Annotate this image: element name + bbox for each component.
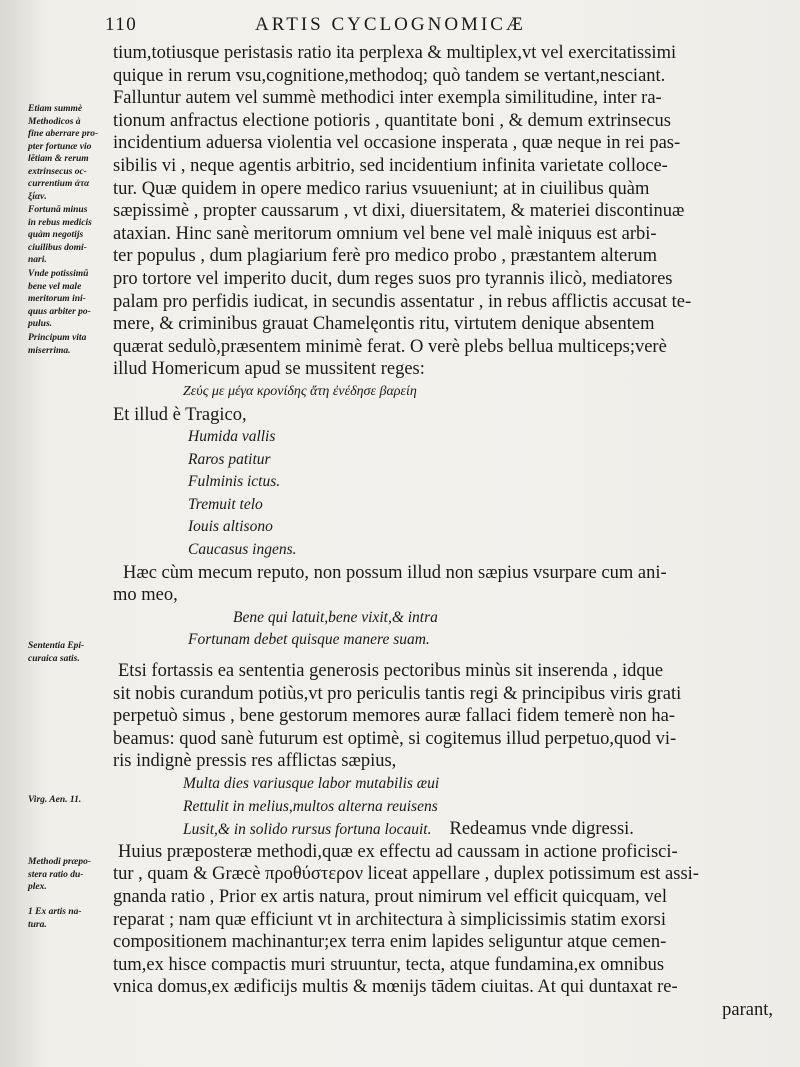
margin-line: Sententia Epi- xyxy=(28,641,85,651)
page-number: 110 xyxy=(105,14,138,35)
verse-text: Lusit,& in solido rursus fortuna locauit. xyxy=(183,821,432,839)
margin-line: Principum vita xyxy=(28,333,87,343)
text-line: tum,ex hisce compactis muri struuntur, tecta, atque fundamina,ex omnibus xyxy=(113,954,665,975)
spacer xyxy=(113,652,773,660)
text-line: palam pro perfidis iudicat, in secundis assentatur , in rebus afflictis accusat te- xyxy=(113,291,692,312)
verse-line xyxy=(113,818,773,841)
verse-line: Caucasus ingens. xyxy=(188,541,297,559)
verse-line: Iouis altisono xyxy=(188,518,273,536)
text-line: compositionem machinantur;ex terra enim lapides seliguntur atque cemen- xyxy=(113,932,667,953)
margin-line: Methodi præpo- xyxy=(28,857,92,867)
verse-line: Tremuit telo xyxy=(188,495,263,513)
margin-line: meritorum ini- xyxy=(28,294,86,304)
text-line: gnanda ratio , Prior ex artis natura, prout nimirum vel efficit quicquam, vel xyxy=(113,886,667,907)
margin-note-7 xyxy=(28,856,106,894)
catchword: parant, xyxy=(722,999,773,1020)
margin-note-6 xyxy=(28,794,106,807)
text-line: Huius præposteræ methodi,quæ ex effectu ad caussam in actione proficisci- xyxy=(118,841,678,862)
text-line: ataxian. Hinc sanè meritorum omnium vel bene vel malè iniquus est arbi- xyxy=(113,223,657,244)
text-line: ter populus , dum plagiarium ferè pro medico probo , præstantem alterum xyxy=(113,246,658,267)
verse-line: Fortunam debet quisque manere suam. xyxy=(188,631,430,649)
tragic-verses xyxy=(113,426,773,562)
margin-line: 1 Ex artis na- xyxy=(28,907,82,917)
text-line: pro tortore vel imperito ducit, dum reges suos pro tyrannis ilicò, mediatores xyxy=(113,268,673,289)
margin-line: quus arbiter po- xyxy=(28,306,91,317)
text-line: ris indignè pressis res afflictas sæpius, xyxy=(113,751,397,772)
margin-line: quàm negotijs xyxy=(28,230,84,240)
text-line: illud Homericum apud se mussitent reges: xyxy=(113,359,425,380)
text-line: perpetuò simus , bene gestorum memores auræ fallaci fidem temerè non ha- xyxy=(113,706,676,727)
paragraph-4 xyxy=(113,841,773,999)
margin-line: nari. xyxy=(28,255,47,265)
margin-line: Virg. Aen. 11. xyxy=(28,795,82,805)
text-line: quærat sedulò,præsentem minimè ferat. O verè plebs bellua multiceps;verè xyxy=(113,336,667,357)
margin-line: Etiam summè xyxy=(28,104,83,114)
margin-line: miserrima. xyxy=(28,345,71,356)
margin-line: plex. xyxy=(28,882,47,892)
text-line: incidentium aduersa violentia vel occasione insperata , quæ neque in rei pas- xyxy=(113,133,681,154)
margin-note-1 xyxy=(28,103,106,203)
digression-note: Redeamus vnde digressi. xyxy=(449,819,634,840)
margin-line: currentium ἀτα xyxy=(28,179,90,189)
text-line: Etsi fortassis ea sententia generosis pectoribus minùs sit inserenda , idque xyxy=(118,661,664,682)
main-text xyxy=(113,42,773,1022)
margin-line: Fortunā minus xyxy=(28,205,88,215)
text-line: Falluntur autem vel summè methodici inter exempla similitudine, inter ra- xyxy=(113,88,662,109)
margin-line: bene vel male xyxy=(28,281,82,292)
margin-line: ciuilibus domi- xyxy=(28,242,87,253)
verse-line: Humida vallis xyxy=(188,428,276,446)
paragraph-1 xyxy=(113,42,773,381)
margin-line: fine aberrare pro- xyxy=(28,129,99,139)
text-line: tionum anfractus electione potioris , quantitate boni , & demum extrinsecus xyxy=(113,110,671,131)
text-line: quique in rerum vsu,cognitione,methodoq; quò tandem se vertant,nesciant. xyxy=(113,65,666,86)
page-header xyxy=(105,14,765,42)
margin-line: in rebus medicis xyxy=(28,217,92,228)
verse-line: Rettulit in melius,multos alterna reuisens xyxy=(183,797,438,815)
margin-note-8 xyxy=(28,906,106,931)
verse-line: Bene qui latuit,bene vixit,& intra xyxy=(233,608,438,626)
text-line: beamus: quod sanè futurum est optimè, si cogitemus illud perpetuo,quod vi- xyxy=(113,728,677,749)
margin-line: ξίαν. xyxy=(28,191,47,202)
margin-note-5 xyxy=(28,640,106,665)
text-line: vnica domus,ex ædificijs multis & mœnijs tādem ciuitas. At qui duntaxat re- xyxy=(113,977,678,998)
text-line: tium,totiusque peristasis ratio ita perplexa & multiplex,vt vel exercitatissimi xyxy=(113,43,677,63)
paragraph-3 xyxy=(113,660,773,773)
text-line: sæpissimè , propter caussarum , vt dixi, diuersitatem, & materiei discontinuæ xyxy=(113,201,685,222)
text-line: mere, & criminibus grauat Chamelęontis ritu, virtutem denique absentem xyxy=(113,314,655,335)
margin-note-2 xyxy=(28,204,106,267)
margin-line: extrinsecus oc- xyxy=(28,166,87,177)
margin-line: Vnde potissimū xyxy=(28,269,89,279)
text-line: mo meo, xyxy=(113,585,178,606)
text-line: reparat ; nam quæ efficiunt vt in architectura à simplicissimis statim exorsi xyxy=(113,909,666,930)
margin-line: pulus. xyxy=(28,319,53,329)
margin-line: pter fortunæ vio xyxy=(28,141,92,152)
margin-line: stera ratio du- xyxy=(28,869,84,880)
text-line: sibilis vi , neque agentis arbitrio, sed incidentium infinita varietate colloce- xyxy=(113,155,668,176)
text-line: Hæc cùm mecum reputo, non possum illud non sæpius vsurpare cum ani- xyxy=(123,562,667,583)
margin-note-3 xyxy=(28,268,106,331)
margin-line: lētiam & rerum xyxy=(28,154,89,164)
text-line: tur , quam & Græcè προθύστερον liceat appellare , duplex potissimum est assi- xyxy=(113,864,699,885)
virgil-verses xyxy=(113,773,773,841)
paragraph-2 xyxy=(113,562,773,607)
verse-line: Raros patitur xyxy=(188,450,271,468)
greek-quotation: Ζεύς με μέγα κρονίδης ἄτη ἐνέδησε βαρείη xyxy=(183,383,417,399)
epicurean-verses xyxy=(113,607,773,652)
margin-note-4 xyxy=(28,332,106,357)
text-line: sit nobis curandum potiùs,vt pro periculis tantis regi & principibus viris grati xyxy=(113,683,682,704)
margin-line: curaica satis. xyxy=(28,653,80,664)
margin-line: Methodicos à xyxy=(28,116,81,127)
tragic-intro: Et illud è Tragico, xyxy=(113,404,247,425)
verse-line: Multa dies variusque labor mutabilis æui xyxy=(183,775,440,792)
text-line: tur. Quæ quidem in opere medico rarius vsuueniunt; at in ciuilibus quàm xyxy=(113,178,650,199)
running-title: ARTIS CYCLOGNOMICÆ xyxy=(255,14,526,35)
margin-line: tura. xyxy=(28,919,47,930)
verse-line: Fulminis ictus. xyxy=(188,473,281,491)
